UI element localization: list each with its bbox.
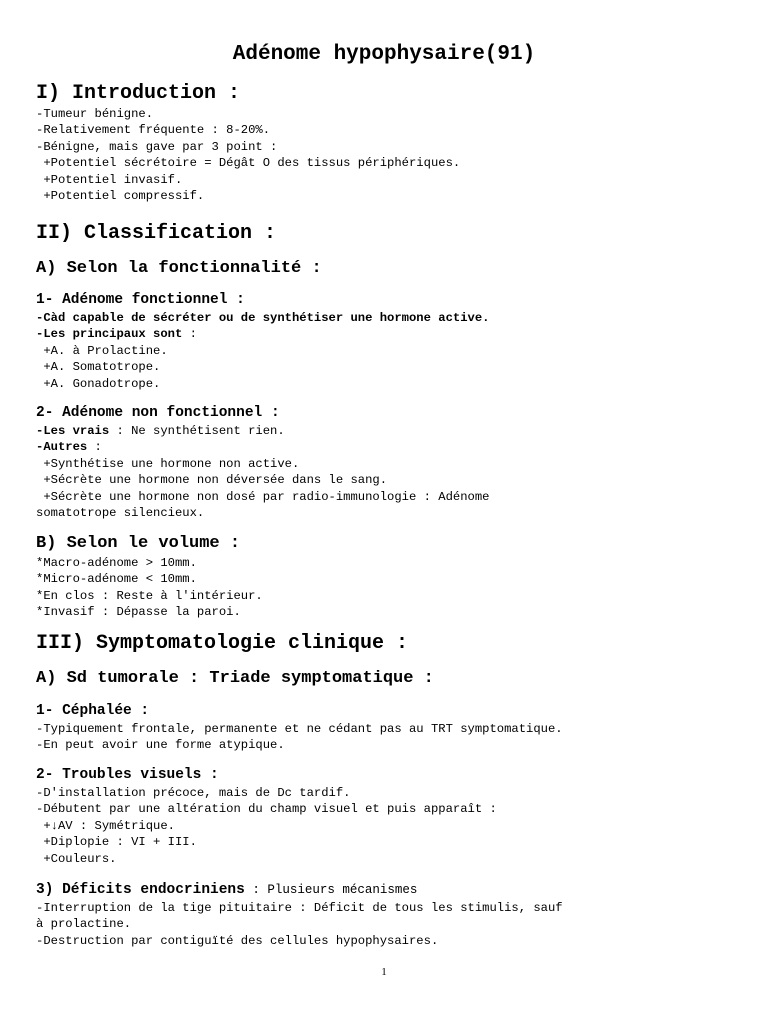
text-line: -Destruction par contiguïté des cellules hypophysaires. — [36, 933, 439, 948]
text-line: *Micro-adénome < 10mm. — [36, 572, 197, 587]
section-classification-heading: II) Classification : — [36, 222, 277, 245]
cephalee-text — [36, 721, 736, 754]
text-line: +Synthétise une hormone non active. — [36, 456, 300, 471]
bold-text: 3) Déficits endocriniens — [36, 882, 245, 898]
text-line: +Sécrète une hormone non dosé par radio-immunologie : Adénome — [36, 489, 490, 504]
text-line: *Invasif : Dépasse la paroi. — [36, 605, 241, 620]
bold-text: -Càd capable de sécréter ou de synthétiser une hormone active. — [36, 311, 490, 325]
text-line: -Tumeur bénigne. — [36, 107, 154, 121]
subsection-fonctionnalite-heading: A) Selon la fonctionnalité : — [36, 259, 322, 278]
text-line: -Relativement fréquente : 8-20%. — [36, 123, 271, 138]
text-line: +Couleurs. — [36, 851, 117, 866]
text-line: +Potentiel invasif. — [36, 172, 183, 187]
text: : — [87, 440, 102, 455]
volume-text — [36, 555, 736, 621]
text: : Plusieurs mécanismes — [244, 883, 418, 897]
text-line: +A. à Prolactine. — [36, 343, 168, 358]
section-introduction-heading: I) Introduction : — [36, 82, 241, 105]
deficits-endocriniens-text — [36, 900, 736, 949]
adenome-fonctionnel-heading: 1- Adénome fonctionnel : — [36, 292, 245, 308]
text-line: -Interruption de la tige pituitaire : Déficit de tous les stimulis, sauf — [36, 901, 563, 915]
document-title: Adénome hypophysaire(91) — [232, 43, 536, 66]
text-line: -Typiquement frontale, permanente et ne cédant pas au TRT symptomatique. — [36, 722, 563, 736]
text-line: +Potentiel compressif. — [36, 188, 205, 203]
adenome-non-fonctionnel-text — [36, 423, 736, 521]
troubles-visuels-heading: 2- Troubles visuels : — [36, 767, 219, 783]
bold-text: -Les vrais — [36, 424, 110, 438]
text-line — [36, 310, 736, 326]
page-number: 1 — [381, 966, 387, 978]
cephalee-heading: 1- Céphalée : — [36, 703, 150, 719]
text-line: +↓AV : Symétrique. — [36, 818, 175, 833]
text-line: +A. Gonadotrope. — [36, 376, 161, 391]
text: : — [182, 327, 197, 342]
text-line: +Diplopie : VI + III. — [36, 835, 197, 850]
adenome-non-fonctionnel-heading: 2- Adénome non fonctionnel : — [36, 405, 280, 421]
text-line: à prolactine. — [36, 917, 132, 932]
text-line: -Débutent par une altération du champ visuel et puis apparaît : — [36, 802, 497, 817]
bold-text: -Les principaux sont — [36, 327, 183, 342]
text: : Ne synthétisent rien. — [109, 424, 285, 438]
text-line: *Macro-adénome > 10mm. — [36, 556, 197, 570]
deficits-endocriniens-heading — [36, 880, 417, 900]
text-line: -En peut avoir une forme atypique. — [36, 738, 285, 753]
bold-text: -Autres — [36, 440, 88, 455]
text-line: -D'installation précoce, mais de Dc tardif. — [36, 786, 351, 800]
text-line — [36, 423, 736, 439]
text-line: +Sécrète une hormone non déversée dans le sang. — [36, 473, 388, 488]
introduction-text — [36, 106, 736, 204]
text-line — [36, 439, 736, 455]
text-line: *En clos : Reste à l'intérieur. — [36, 588, 263, 603]
troubles-visuels-text — [36, 785, 736, 867]
text-line: +Potentiel sécrétoire = Dégât O des tissus périphériques. — [36, 156, 461, 171]
text-line — [36, 326, 736, 342]
text-line: +A. Somatotrope. — [36, 360, 161, 375]
subsection-sd-tumorale-heading: A) Sd tumorale : Triade symptomatique : — [36, 669, 434, 688]
subsection-volume-heading: B) Selon le volume : — [36, 534, 241, 553]
text-line: somatotrope silencieux. — [36, 505, 205, 520]
section-symptomatologie-heading: III) Symptomatologie clinique : — [36, 632, 409, 655]
adenome-fonctionnel-text — [36, 310, 736, 392]
text-line: -Bénigne, mais gave par 3 point : — [36, 139, 278, 154]
